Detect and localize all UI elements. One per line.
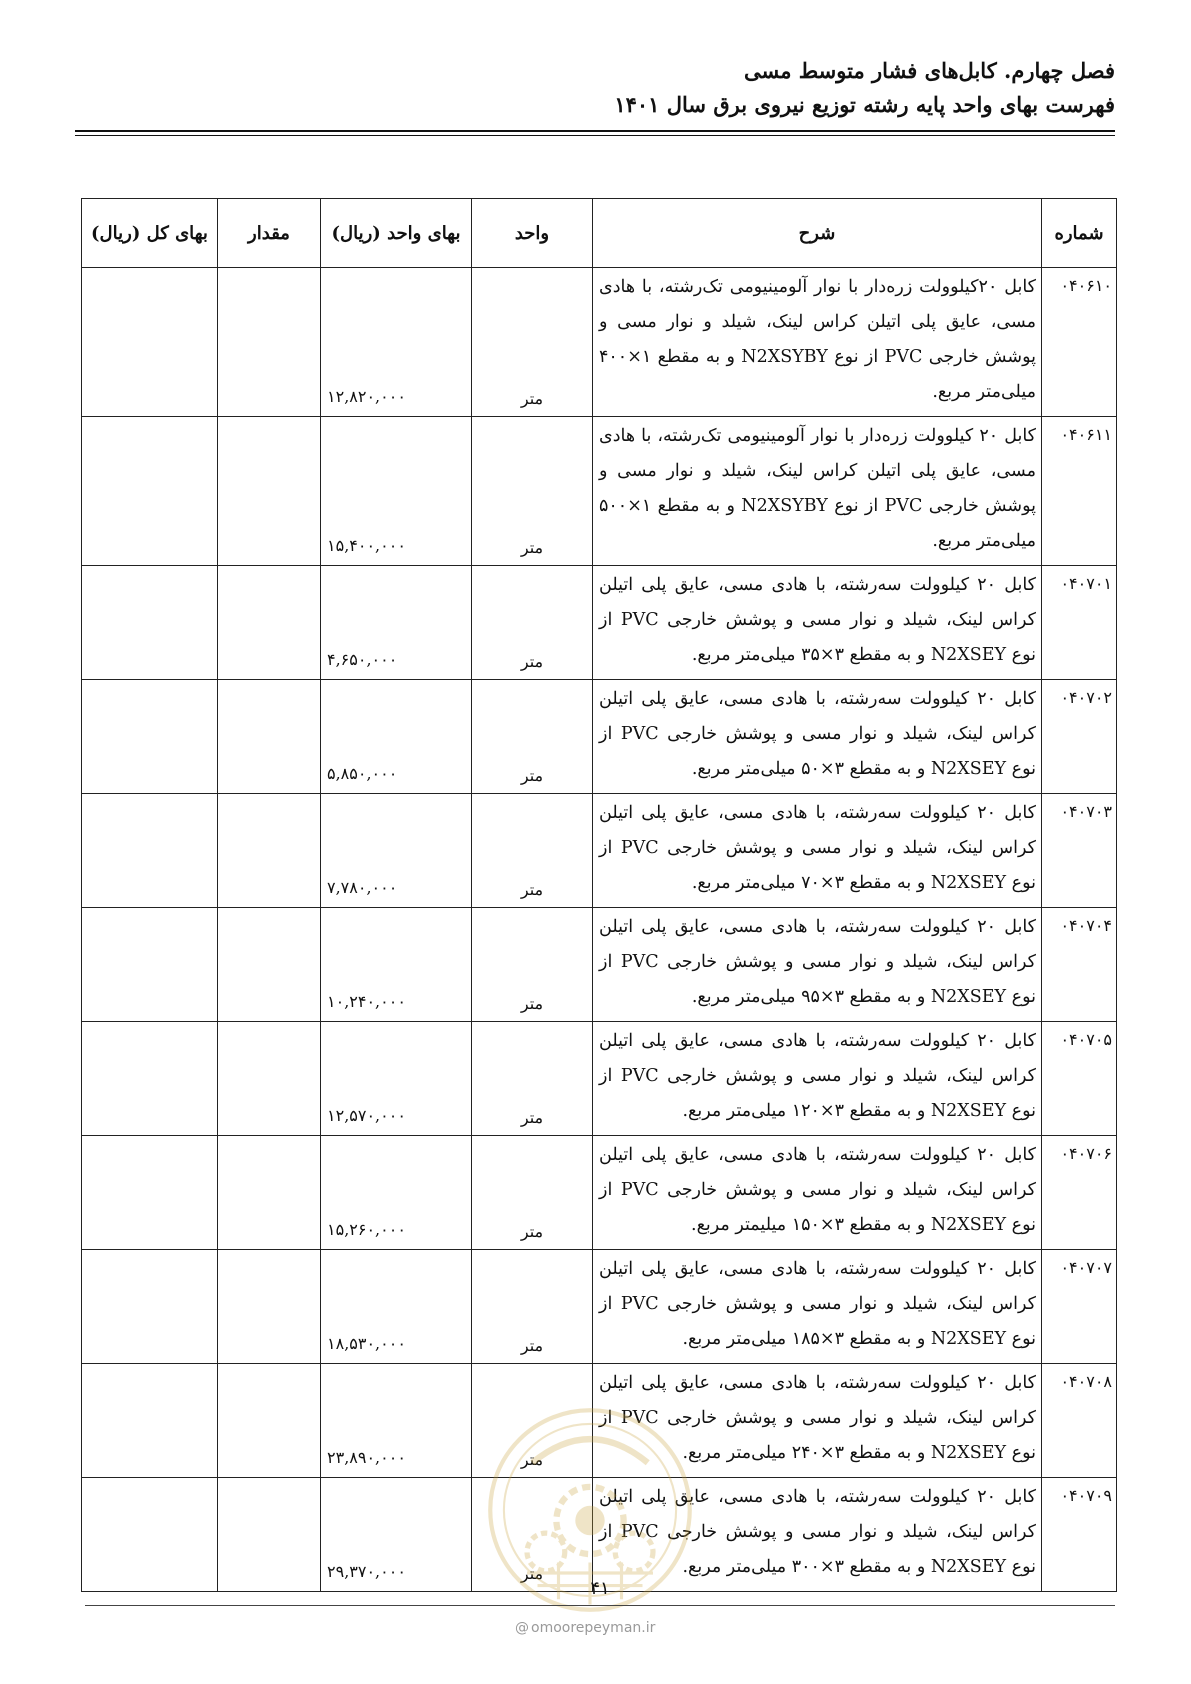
header-rule-thick (75, 130, 1115, 132)
row-total (82, 1364, 218, 1478)
row-total (82, 908, 218, 1022)
row-description: کابل ۲۰ کیلوولت سه‌رشته، با هادی مسی، عایق پلی اتیلن کراس لینک، شیلد و نوار مسی و پوشش خارجی PVC از نوع N2XSEY و به مقطع ۳×۱۸۵ میلی‌متر مربع. (593, 1250, 1042, 1364)
row-unit: متر (472, 1022, 593, 1136)
row-unit: متر (472, 908, 593, 1022)
row-unit-price: ۱۲,۵۷۰,۰۰۰ (321, 1022, 472, 1136)
row-total (82, 268, 218, 417)
row-unit-price: ۴,۶۵۰,۰۰۰ (321, 566, 472, 680)
table-row (82, 1364, 1117, 1478)
row-total (82, 680, 218, 794)
row-unit: متر (472, 680, 593, 794)
row-unit-price: ۱۲,۸۲۰,۰۰۰ (321, 268, 472, 417)
row-unit-price: ۷,۷۸۰,۰۰۰ (321, 794, 472, 908)
page-header (75, 56, 1115, 120)
column-header-unit: واحد (472, 199, 593, 268)
row-unit-price: ۱۵,۲۶۰,۰۰۰ (321, 1136, 472, 1250)
row-code: ۰۴۰۷۰۲ (1042, 680, 1117, 794)
row-description: کابل ۲۰ کیلوولت سه‌رشته، با هادی مسی، عایق پلی اتیلن کراس لینک، شیلد و نوار مسی و پوشش خارجی PVC از نوع N2XSEY و به مقطع ۳×۳۰۰ میلی‌متر مربع. (593, 1478, 1042, 1592)
table-row (82, 417, 1117, 566)
table-row (82, 908, 1117, 1022)
row-description: کابل ۲۰ کیلوولت سه‌رشته، با هادی مسی، عایق پلی اتیلن کراس لینک، شیلد و نوار مسی و پوشش خارجی PVC از نوع N2XSEY و به مقطع ۳×۷۰ میلی‌متر مربع. (593, 794, 1042, 908)
row-unit-price: ۱۰,۲۴۰,۰۰۰ (321, 908, 472, 1022)
column-header-description: شرح (593, 199, 1042, 268)
row-unit: متر (472, 1478, 593, 1592)
row-description: کابل ۲۰ کیلوولت سه‌رشته، با هادی مسی، عایق پلی اتیلن کراس لینک، شیلد و نوار مسی و پوشش خارجی PVC از نوع N2XSEY و به مقطع ۳×۱۵۰ میلیمتر مربع. (593, 1136, 1042, 1250)
row-unit: متر (472, 1364, 593, 1478)
row-total (82, 1478, 218, 1592)
table-row (82, 268, 1117, 417)
table-row (82, 794, 1117, 908)
row-quantity (218, 1136, 321, 1250)
website-watermark (515, 1620, 655, 1636)
row-total (82, 1022, 218, 1136)
row-description: کابل ۲۰ کیلوولت سه‌رشته، با هادی مسی، عایق پلی اتیلن کراس لینک، شیلد و نوار مسی و پوشش خارجی PVC از نوع N2XSEY و به مقطع ۳×۲۴۰ میلی‌متر مربع. (593, 1364, 1042, 1478)
row-code: ۰۴۰۷۰۵ (1042, 1022, 1117, 1136)
table-row (82, 566, 1117, 680)
row-code: ۰۴۰۷۰۸ (1042, 1364, 1117, 1478)
footer-rule (85, 1605, 1115, 1606)
row-description: کابل ۲۰ کیلوولت سه‌رشته، با هادی مسی، عایق پلی اتیلن کراس لینک، شیلد و نوار مسی و پوشش خارجی PVC از نوع N2XSEY و به مقطع ۳×۵۰ میلی‌متر مربع. (593, 680, 1042, 794)
row-code: ۰۴۰۷۰۳ (1042, 794, 1117, 908)
row-quantity (218, 794, 321, 908)
row-unit-price: ۵,۸۵۰,۰۰۰ (321, 680, 472, 794)
row-unit: متر (472, 1136, 593, 1250)
row-code: ۰۴۰۶۱۱ (1042, 417, 1117, 566)
row-quantity (218, 1022, 321, 1136)
column-header-code: شماره (1042, 199, 1117, 268)
row-code: ۰۴۰۷۰۹ (1042, 1478, 1117, 1592)
table-row (82, 680, 1117, 794)
row-quantity (218, 1250, 321, 1364)
table-row (82, 1250, 1117, 1364)
row-unit-price: ۲۹,۳۷۰,۰۰۰ (321, 1478, 472, 1592)
document-subtitle: فهرست بهای واحد پایه رشته توزیع نیروی برق سال ۱۴۰۱ (614, 92, 1115, 117)
row-code: ۰۴۰۶۱۰ (1042, 268, 1117, 417)
row-description: کابل ۲۰ کیلوولت سه‌رشته، با هادی مسی، عایق پلی اتیلن کراس لینک، شیلد و نوار مسی و پوشش خارجی PVC از نوع N2XSEY و به مقطع ۳×۳۵ میلی‌متر مربع. (593, 566, 1042, 680)
row-description: کابل ۲۰ کیلوولت زره‌دار با نوار آلومینیومی تک‌رشته، با هادی مسی، عایق پلی اتیلن کراس لینک، شیلد و نوار مسی و پوشش خارجی PVC از نوع N2XSYBY و به مقطع ۱×۵۰۰ میلی‌متر مربع. (593, 417, 1042, 566)
row-unit: متر (472, 566, 593, 680)
row-unit-price: ۱۸,۵۳۰,۰۰۰ (321, 1250, 472, 1364)
table-row (82, 1478, 1117, 1592)
row-unit: متر (472, 417, 593, 566)
row-quantity (218, 1364, 321, 1478)
row-total (82, 566, 218, 680)
table-row (82, 1136, 1117, 1250)
row-unit: متر (472, 268, 593, 417)
column-header-quantity: مقدار (218, 199, 321, 268)
row-unit-price: ۲۳,۸۹۰,۰۰۰ (321, 1364, 472, 1478)
row-description: کابل ۲۰کیلوولت زره‌دار با نوار آلومینیومی تک‌رشته، با هادی مسی، عایق پلی اتیلن کراس لینک، شیلد و نوار مسی و پوشش خارجی PVC از نوع N2XSYBY و به مقطع ۱×۴۰۰ میلی‌متر مربع. (593, 268, 1042, 417)
table-header-row (82, 199, 1117, 268)
row-total (82, 1136, 218, 1250)
row-unit-price: ۱۵,۴۰۰,۰۰۰ (321, 417, 472, 566)
row-code: ۰۴۰۷۰۶ (1042, 1136, 1117, 1250)
row-quantity (218, 417, 321, 566)
row-code: ۰۴۰۷۰۴ (1042, 908, 1117, 1022)
row-total (82, 794, 218, 908)
row-quantity (218, 268, 321, 417)
chapter-title: فصل چهارم. کابل‌های فشار متوسط مسی (743, 58, 1115, 83)
row-code: ۰۴۰۷۰۱ (1042, 566, 1117, 680)
row-code: ۰۴۰۷۰۷ (1042, 1250, 1117, 1364)
row-description: کابل ۲۰ کیلوولت سه‌رشته، با هادی مسی، عایق پلی اتیلن کراس لینک، شیلد و نوار مسی و پوشش خارجی PVC از نوع N2XSEY و به مقطع ۳×۹۵ میلی‌متر مربع. (593, 908, 1042, 1022)
at-icon: @ (515, 1620, 529, 1636)
table-row (82, 1022, 1117, 1136)
page-number: ۴۱ (590, 1578, 610, 1599)
row-quantity (218, 566, 321, 680)
website-label: omoorepeyman.ir (531, 1620, 656, 1636)
row-quantity (218, 908, 321, 1022)
header-rule-thin (75, 135, 1115, 136)
row-description: کابل ۲۰ کیلوولت سه‌رشته، با هادی مسی، عایق پلی اتیلن کراس لینک، شیلد و نوار مسی و پوشش خارجی PVC از نوع N2XSEY و به مقطع ۳×۱۲۰ میلی‌متر مربع. (593, 1022, 1042, 1136)
row-total (82, 417, 218, 566)
column-header-total-price: بهای کل (ریال) (82, 199, 218, 268)
row-total (82, 1250, 218, 1364)
row-quantity (218, 1478, 321, 1592)
price-table (81, 198, 1117, 1592)
column-header-unit-price: بهای واحد (ریال) (321, 199, 472, 268)
row-unit: متر (472, 1250, 593, 1364)
row-unit: متر (472, 794, 593, 908)
row-quantity (218, 680, 321, 794)
